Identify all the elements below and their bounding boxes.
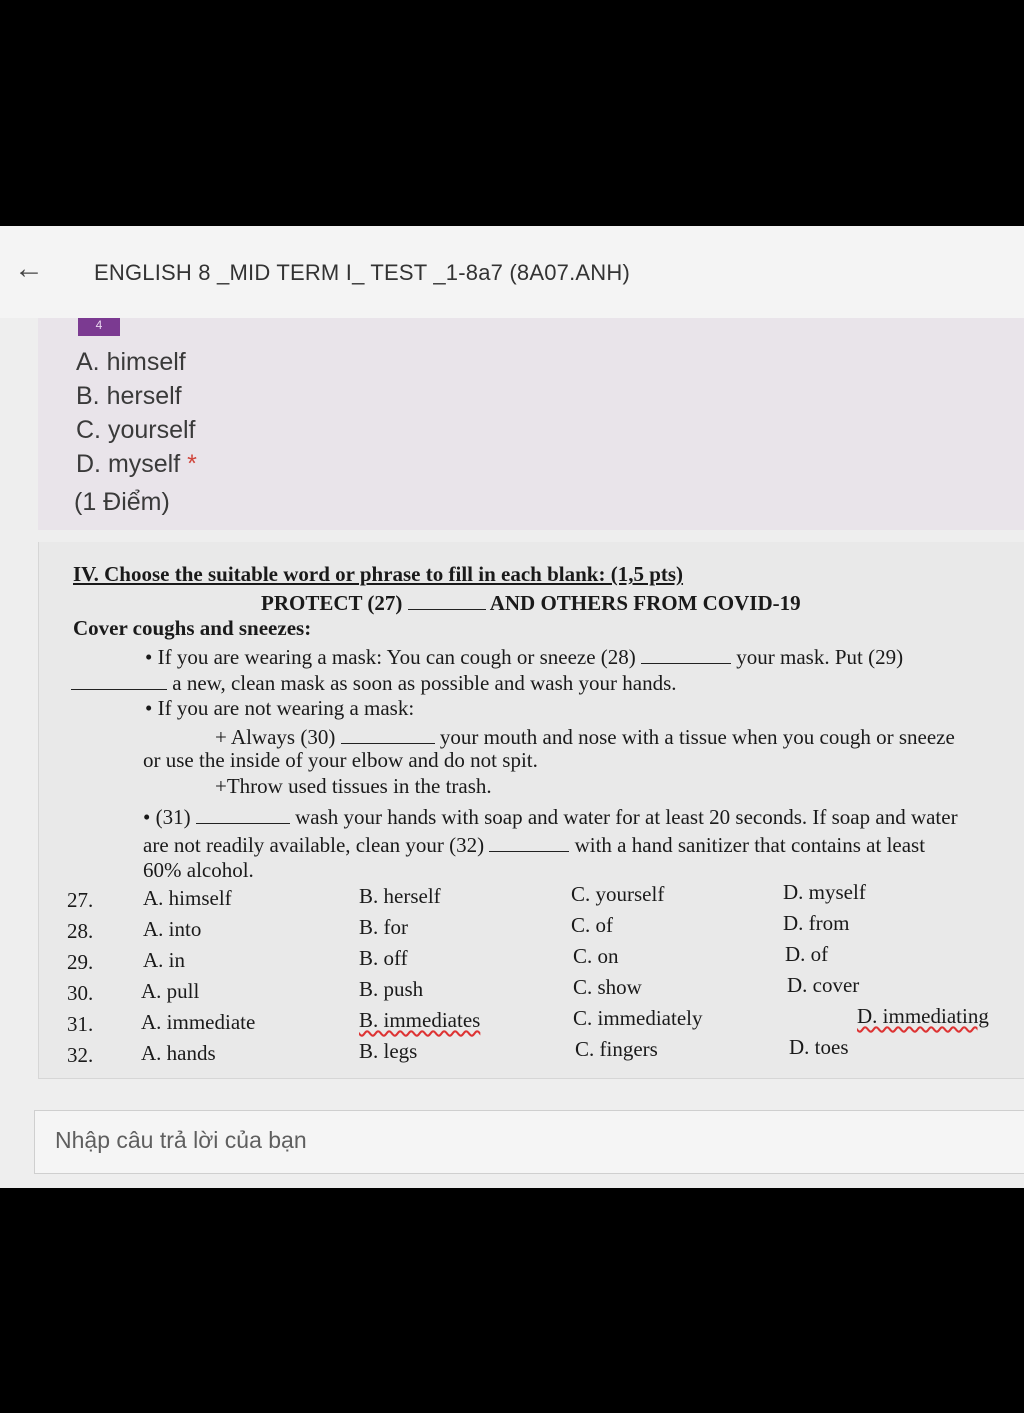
line-2-text: a new, clean mask as soon as possible and wash your hands. xyxy=(172,671,677,695)
line-3-text: If you are not wearing a mask: xyxy=(157,696,415,720)
choice-d: D. of xyxy=(785,942,829,966)
choice-a: A. in xyxy=(143,948,185,972)
option-d-label: D. myself xyxy=(76,450,181,478)
line-7-text-b: wash your hands with soap and water for at least 20 seconds. If soap and water xyxy=(295,805,958,829)
choice-number: 30. xyxy=(67,981,94,1005)
line-4-text-b: your mouth and nose with a tissue when you cough or sneeze xyxy=(439,725,955,749)
choice-d: D. cover xyxy=(787,973,860,997)
line-1-text-b: your mask. Put (29) xyxy=(736,645,904,669)
question-number-badge: 4 xyxy=(78,318,120,336)
form-header xyxy=(0,226,1024,318)
required-asterisk: * xyxy=(187,450,197,478)
blank-32 xyxy=(489,830,569,852)
choice-c: C. immediately xyxy=(573,1006,703,1030)
question-card xyxy=(38,318,1024,530)
line-7-text-a: (31) xyxy=(155,805,191,829)
choice-d: D. from xyxy=(783,911,850,935)
passage-line-5: or use the inside of your elbow and do not spit. xyxy=(143,748,538,772)
blank-28 xyxy=(641,642,731,664)
passage-line-2 xyxy=(71,668,677,696)
choice-c: C. on xyxy=(573,944,619,968)
line-4-text-a: + Always (30) xyxy=(215,725,336,749)
line-8-text-b: with a hand sanitizer that contains at least xyxy=(574,833,926,857)
answer-placeholder: Nhập câu trả lời của bạn xyxy=(55,1127,307,1153)
passage-title-left: PROTECT (27) xyxy=(261,591,403,615)
blank-31 xyxy=(196,802,290,824)
passage-subheading: Cover coughs and sneezes: xyxy=(73,616,312,640)
section-heading: IV. Choose the suitable word or phrase to fill in each blank: (1,5 pts) xyxy=(73,562,684,586)
choice-a: A. immediate xyxy=(141,1010,256,1034)
choice-b: B. for xyxy=(359,915,408,939)
option-d[interactable] xyxy=(76,450,197,479)
choice-c: C. show xyxy=(573,975,642,999)
choice-b: B. herself xyxy=(359,884,441,908)
choice-a: A. hands xyxy=(141,1041,216,1065)
option-b[interactable]: B. herself xyxy=(76,382,182,410)
passage-line-9: 60% alcohol. xyxy=(143,858,254,882)
choice-number: 29. xyxy=(67,950,94,974)
choice-d: D. immediating xyxy=(857,1004,989,1028)
choice-b: B. immediates xyxy=(359,1008,481,1032)
option-a[interactable]: A. himself xyxy=(76,348,186,376)
choice-d: D. myself xyxy=(783,880,866,904)
choice-a: A. into xyxy=(143,917,202,941)
passage-line-1: • If you are wearing a mask: You can cough or sneeze (28) your mask. Put (29) xyxy=(145,642,903,670)
line-1-text-a: If you are wearing a mask: You can cough or sneeze (28) xyxy=(157,645,636,669)
answer-input[interactable] xyxy=(34,1110,1024,1174)
choice-b: B. push xyxy=(359,977,424,1001)
choice-a: A. pull xyxy=(141,979,200,1003)
choice-b: B. off xyxy=(359,946,408,970)
form-title: ENGLISH 8 _MID TERM I_ TEST _1-8a7 (8A07.ANH) xyxy=(94,260,630,285)
question-points: (1 Điểm) xyxy=(74,488,170,516)
arrow-left-icon[interactable]: ← xyxy=(14,252,44,285)
choice-number: 31. xyxy=(67,1012,94,1036)
choice-c: C. fingers xyxy=(575,1037,658,1061)
question-image xyxy=(38,542,1024,1079)
choice-c: C. of xyxy=(571,913,613,937)
passage-line-4 xyxy=(215,722,955,750)
blank-29 xyxy=(71,668,167,690)
line-8-text-a: are not readily available, clean your (32) xyxy=(143,833,485,857)
form-screen xyxy=(0,226,1024,1188)
option-c[interactable]: C. yourself xyxy=(76,416,196,444)
passage-title-right: AND OTHERS FROM COVID-19 xyxy=(489,591,801,615)
passage-line-6: +Throw used tissues in the trash. xyxy=(215,774,492,798)
passage-line-3: • If you are not wearing a mask: xyxy=(145,696,415,720)
passage-title xyxy=(261,588,801,616)
choice-number: 28. xyxy=(67,919,94,943)
blank-30 xyxy=(341,722,435,744)
blank-27 xyxy=(408,588,486,610)
passage-line-7: • (31) wash your hands with soap and water for at least 20 seconds. If soap and water xyxy=(143,802,958,830)
choice-number: 27. xyxy=(67,888,94,912)
choice-c: C. yourself xyxy=(571,882,665,906)
choice-d: D. toes xyxy=(789,1035,849,1059)
choice-number: 32. xyxy=(67,1043,94,1067)
choice-b: B. legs xyxy=(359,1039,418,1063)
choice-a: A. himself xyxy=(143,886,232,910)
passage-line-8 xyxy=(143,830,925,858)
